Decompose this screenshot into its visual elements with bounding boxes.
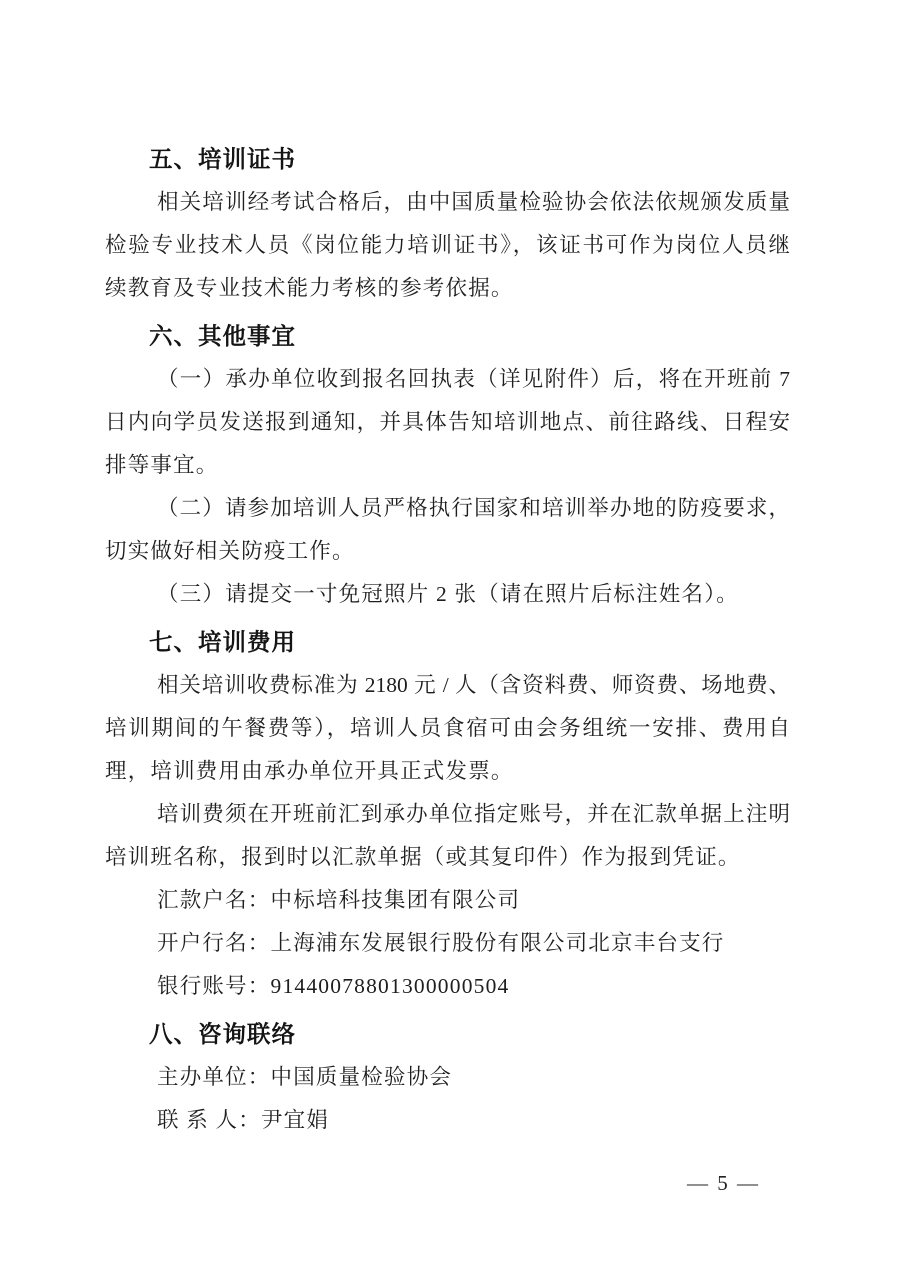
paragraph-line: 培训班名称，报到时以汇款单据（或其复印件）作为报到凭证。 <box>105 845 741 869</box>
section-heading-contact: 八、咨询联络 <box>149 1021 296 1047</box>
line-organizer: 主办单位：中国质量检验协会 <box>157 1065 453 1089</box>
line-remittance-account-name: 汇款户名：中标培科技集团有限公司 <box>157 888 521 912</box>
paragraph-line: （一）承办单位收到报名回执表（详见附件）后，将在开班前 7 <box>157 367 790 391</box>
document-content <box>105 133 790 1142</box>
line-contact-person: 联 系 人：尹宜娟 <box>157 1108 330 1132</box>
paragraph-line: （三）请提交一寸免冠照片 2 张（请在照片后标注姓名）。 <box>157 582 739 606</box>
line-bank-account-number: 银行账号：91440078801300000504 <box>157 974 510 998</box>
page-number: — 5 — <box>687 1171 760 1195</box>
paragraph-line: 续教育及专业技术能力考核的参考依据。 <box>105 276 514 300</box>
paragraph-line: 培训期间的午餐费等），培训人员食宿可由会务组统一安排、费用自 <box>105 716 790 740</box>
paragraph-line: 相关培训经考试合格后，由中国质量检验协会依法依规颁发质量 <box>157 190 790 214</box>
paragraph-line: 日内向学员发送报到通知，并具体告知培训地点、前往路线、日程安 <box>105 410 790 434</box>
paragraph-line: 检验专业技术人员《岗位能力培训证书》，该证书可作为岗位人员继 <box>105 233 790 257</box>
paragraph-line: 相关培训收费标准为 2180 元 / 人（含资料费、师资费、场地费、 <box>157 673 790 697</box>
paragraph-line: 培训费须在开班前汇到承办单位指定账号，并在汇款单据上注明 <box>157 802 790 826</box>
section-heading-other-matters: 六、其他事宜 <box>149 323 296 349</box>
paragraph-line: 理，培训费用由承办单位开具正式发票。 <box>105 759 514 783</box>
line-bank-branch-name: 开户行名：上海浦东发展银行股份有限公司北京丰台支行 <box>157 931 725 955</box>
section-heading-training-certificate: 五、培训证书 <box>149 146 296 172</box>
section-heading-training-fee: 七、培训费用 <box>149 629 296 655</box>
paragraph-line: （二）请参加培训人员严格执行国家和培训举办地的防疫要求， <box>157 496 790 520</box>
paragraph-line: 切实做好相关防疫工作。 <box>105 539 355 563</box>
paragraph-line: 排等事宜。 <box>105 453 219 477</box>
